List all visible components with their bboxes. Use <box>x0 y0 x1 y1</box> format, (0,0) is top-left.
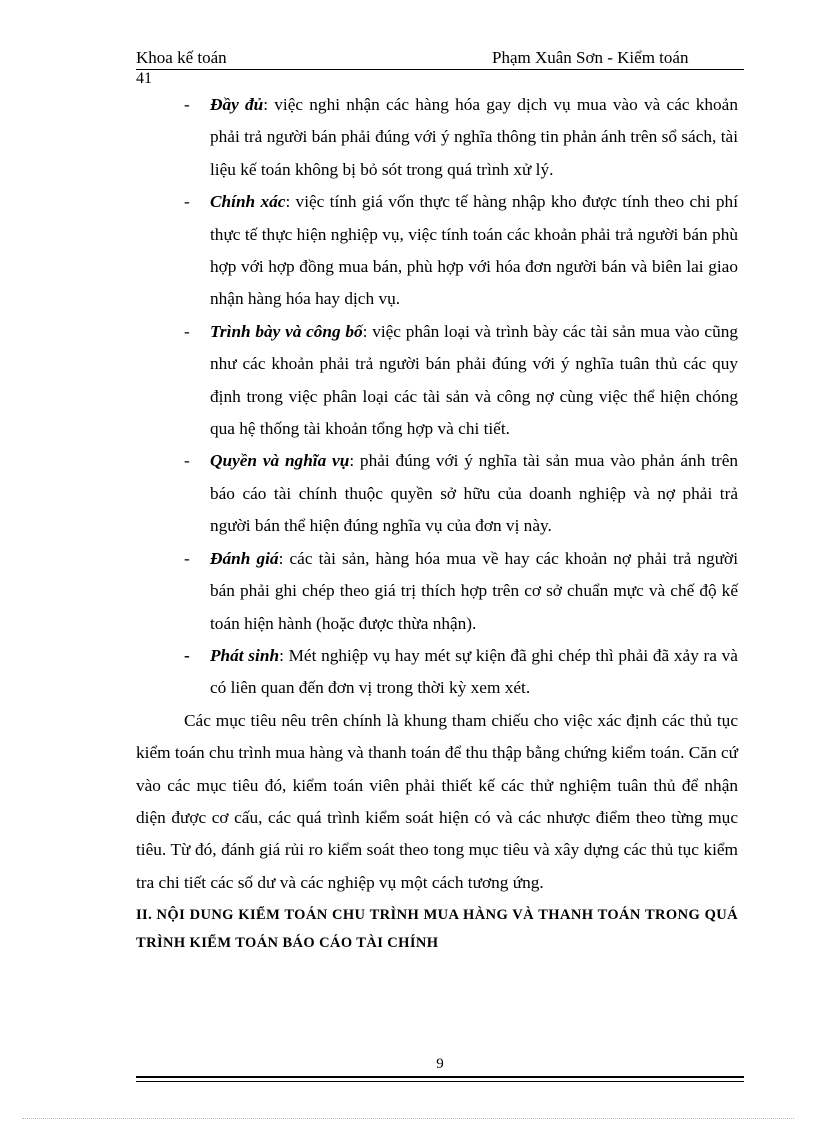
list-item-trinh-bay <box>136 316 738 446</box>
bullet-dash: - <box>184 451 190 471</box>
bullet-dash: - <box>184 548 190 568</box>
item-text: : các tài sản, hàng hóa mua về hay các khoản nợ phải trả người bán phải ghi chép theo giá trị thích hợp trên cơ sở chuẩn mực và chế độ kế toán hiện hành (hoặc được thừa nhận). <box>210 548 738 633</box>
header-page-ref: 41 <box>136 70 152 87</box>
page-header <box>136 48 744 70</box>
list-item-phat-sinh <box>136 640 738 705</box>
bullet-dash: - <box>184 95 190 114</box>
header-rule <box>136 69 744 70</box>
bullet-dash: - <box>184 192 190 212</box>
list-item-chinh-xac <box>136 186 738 316</box>
header-department: Khoa kế toán <box>136 48 227 67</box>
footer-rule-thin <box>136 1081 744 1082</box>
bullet-dash: - <box>184 645 190 665</box>
item-term: Đầy đủ <box>210 95 264 114</box>
bullet-dash: - <box>184 321 190 341</box>
item-text: : việc tính giá vốn thực tế hàng nhập kho được tính theo chi phí thực tế thực hiện nghiệp vụ, việc tính toán các khoản phải trả người bán phù hợp với hợp đồng mua bán, phù hợp với hóa đơn người bán và biên lai giao nhận hàng hóa hay dịch vụ. <box>210 192 738 309</box>
item-text: : phải đúng với ý nghĩa tài sản mua vào phản ánh trên báo cáo tài chính thuộc quyền sở hữu của doanh nghiệp và nợ phải trả người bán thể hiện đúng nghĩa vụ của đơn vị này. <box>210 451 739 536</box>
header-author: Phạm Xuân Sơn - Kiểm toán <box>492 48 689 67</box>
item-term: Trình bày và công bố <box>210 321 363 341</box>
list-item-day-du <box>136 89 738 186</box>
item-term: Quyền và nghĩa vụ <box>210 451 350 471</box>
section-heading: II. NỘI DUNG KIỂM TOÁN CHU TRÌNH MUA HÀNG VÀ THANH TOÁN TRONG QUÁ TRÌNH KIỂM TOÁN BÁO CÁO TÀI CHÍNH <box>136 907 738 952</box>
document-body <box>136 89 738 957</box>
item-term: Phát sinh <box>210 645 280 665</box>
item-text: : việc phân loại và trình bày các tài sản mua vào cũng như các khoản phải trả người bán phải đúng với ý nghĩa tuân thủ các quy định trong việc phân loại các tài sản và công nợ cùng việc thể hiện chóng qua hệ thống tài khoản tổng hợp và chi tiết. <box>210 321 738 439</box>
body-paragraph: Các mục tiêu nêu trên chính là khung tham chiếu cho việc xác định các thủ tục kiểm toán chu trình mua hàng và thanh toán để thu thập bằng chứng kiểm toán. Căn cứ vào các mục tiêu đó, kiểm toán viên phải thiết kế các thử nghiệm tuân thủ để nhận diện được cơ cấu, các quá trình kiểm soát hiện có và các nhược điểm theo từng mục tiêu. Từ đó, đánh giá rủi ro kiểm soát theo tong mục tiêu và xây dựng các thủ tục kiểm tra chi tiết các số dư và các nghiệp vụ một cách tương ứng. <box>136 710 738 892</box>
page-number: 9 <box>436 1056 444 1072</box>
page-edge <box>22 1118 794 1119</box>
list-item-quyen-nghia-vu <box>136 445 738 542</box>
list-item-danh-gia <box>136 543 738 640</box>
item-text: : việc nghi nhận các hàng hóa gay dịch vụ mua vào và các khoản phải trả người bán phải đúng với ý nghĩa thông tin phản ánh trên sổ sách, tài liệu kế toán không bị bỏ sót trong quá trình xử lý. <box>210 95 738 179</box>
item-term: Đánh giá <box>210 548 279 568</box>
item-term: Chính xác <box>210 192 286 212</box>
footer-rule-thick <box>136 1076 744 1078</box>
item-text: : Mét nghiệp vụ hay mét sự kiện đã ghi chép thì phải đã xảy ra và có liên quan đến đơn vị trong thời kỳ xem xét. <box>210 645 738 698</box>
